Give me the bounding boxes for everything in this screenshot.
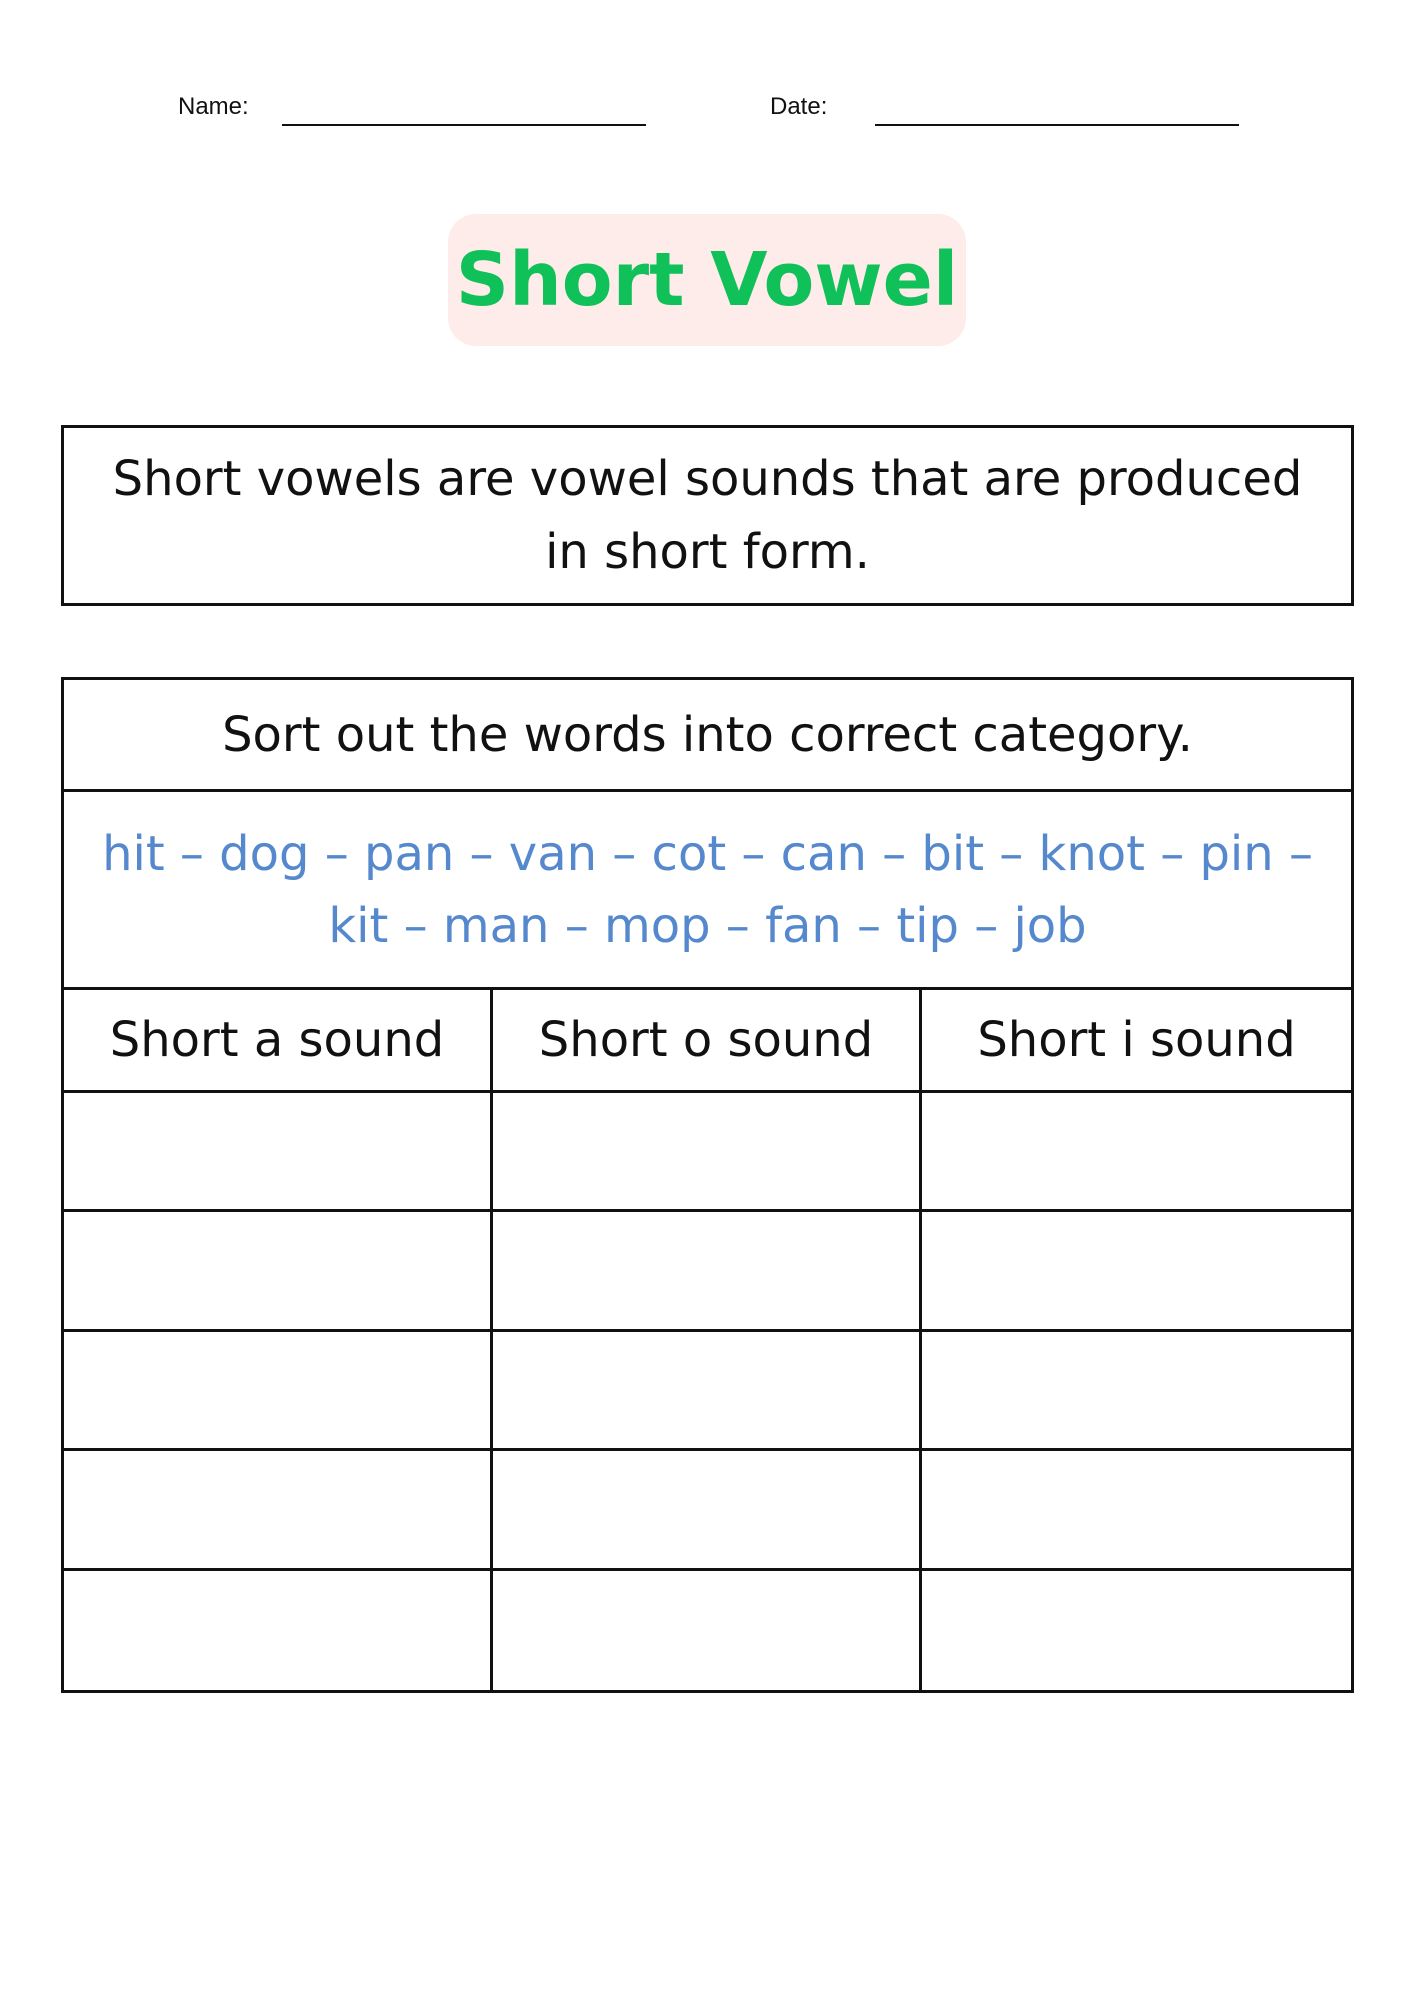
instruction-text: Sort out the words into correct category. bbox=[222, 706, 1193, 763]
name-field[interactable] bbox=[282, 124, 646, 126]
answer-cell[interactable] bbox=[493, 1451, 922, 1570]
instruction-row bbox=[64, 680, 1351, 792]
definition-text: Short vowels are vowel sounds that are produced in short form. bbox=[112, 450, 1303, 580]
answer-cell[interactable] bbox=[922, 1093, 1351, 1212]
column-header-short-i: Short i sound bbox=[922, 990, 1351, 1093]
answer-cell[interactable] bbox=[922, 1332, 1351, 1451]
definition-box bbox=[61, 425, 1354, 606]
answer-cell[interactable] bbox=[922, 1212, 1351, 1331]
answer-cell[interactable] bbox=[922, 1571, 1351, 1690]
answer-cell[interactable] bbox=[64, 1212, 493, 1331]
answer-cell[interactable] bbox=[493, 1571, 922, 1690]
date-label: Date: bbox=[770, 93, 828, 120]
answer-cell[interactable] bbox=[493, 1212, 922, 1331]
sorting-activity-table bbox=[61, 677, 1354, 1693]
answer-cell[interactable] bbox=[64, 1093, 493, 1212]
answer-cell[interactable] bbox=[922, 1451, 1351, 1570]
word-bank-row bbox=[64, 792, 1351, 990]
column-header-short-o: Short o sound bbox=[493, 990, 922, 1093]
answer-cell[interactable] bbox=[64, 1451, 493, 1570]
answer-cell[interactable] bbox=[493, 1332, 922, 1451]
category-grid bbox=[64, 990, 1351, 1690]
name-label: Name: bbox=[178, 93, 249, 120]
column-header-short-a: Short a sound bbox=[64, 990, 493, 1093]
answer-cell[interactable] bbox=[64, 1332, 493, 1451]
answer-cell[interactable] bbox=[493, 1093, 922, 1212]
word-bank: hit – dog – pan – van – cot – can – bit – knot – pin – kit – man – mop – fan – tip – job bbox=[102, 825, 1313, 954]
page-title: Short Vowel bbox=[455, 237, 959, 323]
answer-cell[interactable] bbox=[64, 1571, 493, 1690]
date-field[interactable] bbox=[875, 124, 1239, 126]
title-banner bbox=[448, 214, 966, 346]
